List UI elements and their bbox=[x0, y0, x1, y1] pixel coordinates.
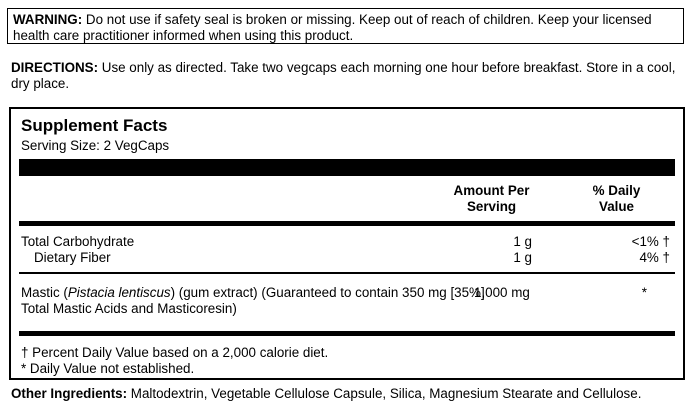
mastic-amount: 1,000 mg bbox=[474, 285, 530, 300]
daily-value-header bbox=[564, 183, 669, 215]
mastic-latin-name: Pistacia lentiscus bbox=[67, 285, 171, 300]
nutrient-name: Dietary Fiber bbox=[34, 250, 111, 265]
facts-title: Supplement Facts bbox=[21, 116, 168, 135]
other-ingredients-text: Maltodextrin, Vegetable Cellulose Capsule, Silica, Magnesium Stearate and Cellulose. bbox=[127, 386, 642, 401]
footnote-not-established: * Daily Value not established. bbox=[21, 361, 195, 376]
mastic-description: ) (gum extract) (Guaranteed to contain 350 mg [35%] Total Mastic Acids and Masticoresin) bbox=[21, 285, 485, 316]
dv-header-line2: Value bbox=[599, 199, 634, 214]
thick-divider bbox=[19, 159, 675, 176]
warning-text: Do not use if safety seal is broken or missing. Keep out of reach of children. Keep your licensed health care practitioner informed when using this product. bbox=[13, 12, 652, 43]
serving-size: Serving Size: 2 VegCaps bbox=[21, 138, 170, 153]
other-ingredients bbox=[11, 386, 697, 402]
nutrient-amount: 1 g bbox=[513, 250, 532, 265]
directions-text: Use only as directed. Take two vegcaps each morning one hour before breakfast. Store in a cool, dry place. bbox=[11, 60, 676, 91]
nutrient-dv: 4% † bbox=[639, 250, 670, 265]
other-ingredients-label: Other Ingredients: bbox=[11, 386, 128, 401]
mastic-ingredient bbox=[21, 285, 491, 317]
amount-header-line2: Serving bbox=[466, 199, 517, 214]
footnote-daily-value: † Percent Daily Value based on a 2,000 calorie diet. bbox=[21, 345, 329, 360]
footnotes bbox=[21, 345, 328, 377]
nutrient-name: Total Carbohydrate bbox=[21, 234, 135, 249]
directions bbox=[11, 60, 693, 92]
dv-header-line1: % Daily bbox=[592, 183, 641, 198]
mastic-prefix: Mastic ( bbox=[21, 285, 68, 300]
thin-divider bbox=[19, 272, 675, 274]
directions-label: DIRECTIONS: bbox=[11, 60, 99, 75]
warning-label: WARNING: bbox=[13, 12, 83, 27]
supplement-facts-panel bbox=[9, 107, 685, 380]
bottom-divider bbox=[19, 331, 675, 336]
mastic-dv: * bbox=[641, 285, 647, 300]
amount-per-serving-header bbox=[424, 183, 559, 215]
warning-box bbox=[7, 8, 684, 44]
nutrient-dv: <1% † bbox=[631, 234, 670, 249]
amount-header-line1: Amount Per bbox=[453, 183, 530, 198]
medium-divider bbox=[19, 221, 675, 226]
nutrient-amount: 1 g bbox=[513, 234, 532, 249]
